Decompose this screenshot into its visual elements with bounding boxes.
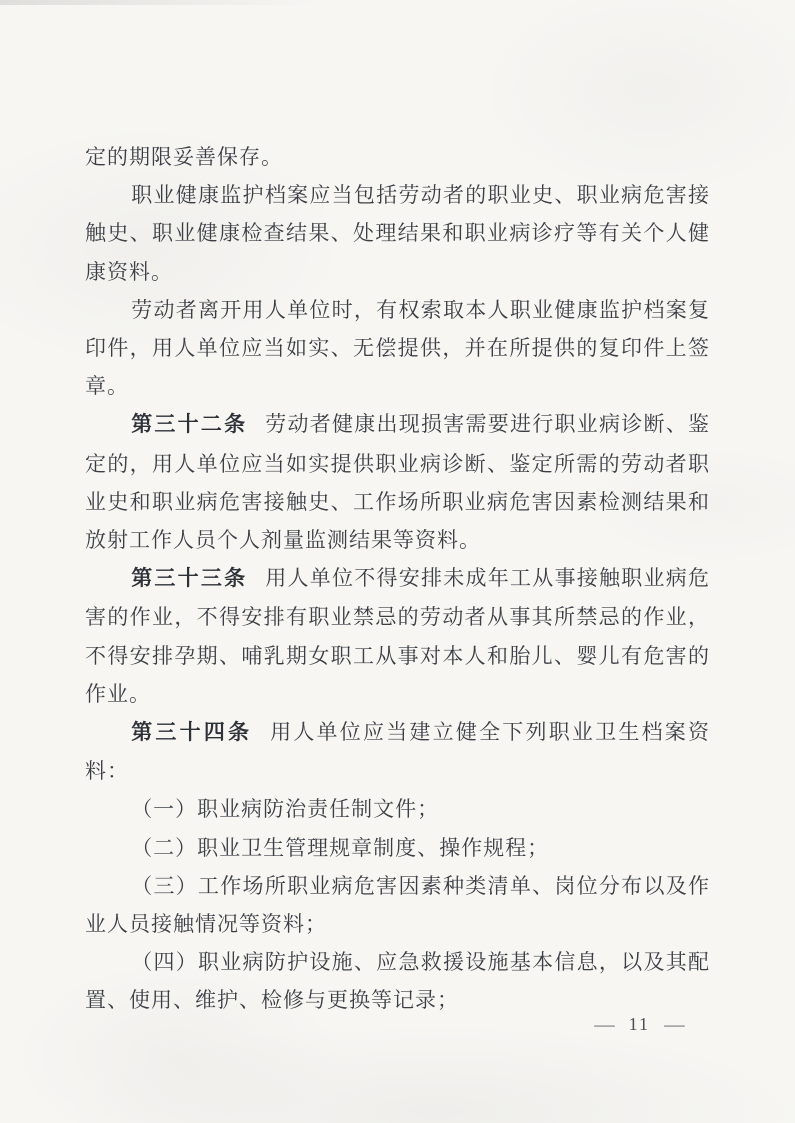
page-number: 11: [628, 1014, 650, 1034]
paragraph: [85, 790, 710, 828]
paragraph: [85, 291, 710, 406]
article-paragraph: [85, 713, 710, 790]
paragraph: [85, 829, 710, 867]
paragraph-text: 定的期限妥善保存。: [85, 145, 283, 169]
paragraph: [85, 943, 710, 1019]
scan-edge-artifact: [0, 0, 320, 5]
paragraph-text: （一）职业病防治责任制文件；: [131, 797, 440, 822]
paragraph-text: 职业健康监护档案应当包括劳动者的职业史、职业病危害接触史、职业健康检查结果、处理结果和职业病诊疗等有关个人健康资料。: [85, 183, 710, 284]
paragraph: [85, 867, 710, 943]
article-number: 第三十四条: [131, 721, 253, 745]
article-paragraph: [85, 559, 710, 713]
footer-dash-left: —: [593, 1014, 615, 1034]
page-footer: [593, 1014, 685, 1035]
paragraph-text: 用人单位应当建立健全下列职业卫生档案资料：: [85, 720, 711, 784]
paragraph: [85, 138, 710, 176]
article-number: 第三十三条: [131, 567, 248, 591]
paragraph-text: 劳动者健康出现损害需要进行职业病诊断、鉴定的，用人单位应当如实提供职业病诊断、鉴定所需的劳动者职业史和职业病危害接触史、工作场所职业病危害因素检测结果和放射工作人员个人剂量监测结果等资料。: [85, 412, 711, 553]
document-body: [85, 138, 710, 1020]
footer-dash-right: —: [664, 1014, 685, 1034]
paragraph: [85, 176, 710, 291]
article-paragraph: [85, 405, 710, 559]
paragraph-text: 劳动者离开用人单位时，有权索取本人职业健康监护档案复印件，用人单位应当如实、无偿提供，并在所提供的复印件上签章。: [85, 297, 710, 399]
paragraph-text: 用人单位不得安排未成年工从事接触职业病危害的作业，不得安排有职业禁忌的劳动者从事其所禁忌的作业，不得安排孕期、哺乳期女职工从事对本人和胎儿、婴儿有危害的作业。: [85, 566, 711, 706]
paragraph-text: （三）工作场所职业病危害因素种类清单、岗位分布以及作业人员接触情况等资料；: [85, 873, 710, 937]
article-number: 第三十二条: [131, 413, 248, 437]
paragraph-text: （四）职业病防护设施、应急救援设施基本信息，以及其配置、使用、维护、检修与更换等记录；: [85, 950, 710, 1013]
paragraph-text: （二）职业卫生管理规章制度、操作规程；: [131, 835, 550, 860]
